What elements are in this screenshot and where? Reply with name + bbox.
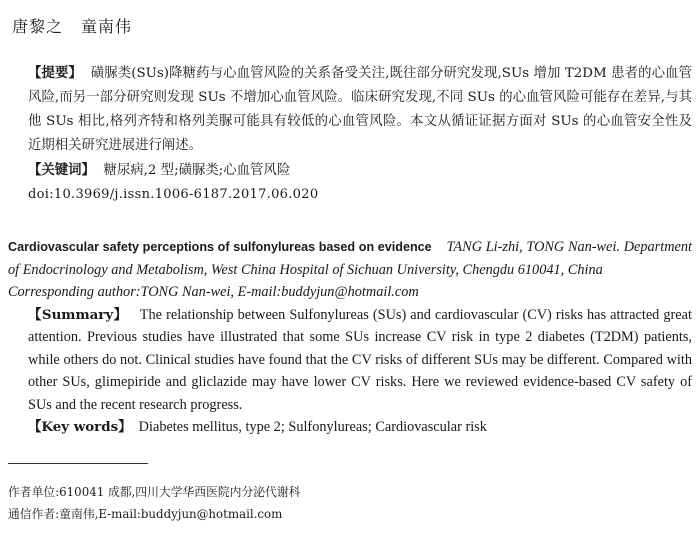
footnote-divider [8,463,148,464]
en-summary [8,304,692,417]
footnote-unit-label: 作者单位: [8,485,60,499]
footnote-corr-text: 童南伟,E-mail:buddyjun@hotmail.com [59,507,283,521]
en-summary-label: 【Summary】 [28,306,128,323]
en-corresponding [8,281,692,304]
footnote-corresponding [8,506,692,522]
en-authors: TANG Li-zhi, TONG Nan-wei. [446,239,620,255]
cn-abstract [8,61,692,158]
cn-keywords [8,158,692,183]
en-affiliation: Department of Endocrinology and Metabolism, West China Hospital of Sichuan University, Chengdu 610041, China [8,239,693,278]
en-title: Cardiovascular safety perceptions of sulfonylureas based on evidence [8,240,432,254]
author-name: 童南伟 [81,17,133,36]
en-summary-text: The relationship between Sulfonylureas (SUs) and cardiovascular (CV) risks has attracted great attention. Previous studies have illustrated that some SUs increase CV risk in type 2 diabetes (T2DM) patients, while others do not. Clinical studies have found that the CV risks of different SUs may be different. Compared with other SUs, glimepiride and gliclazide may have lower CV risks. Here we reviewed evidence-based CV safety of SUs and the recent research progress. [28,306,692,413]
cn-authors [12,14,132,37]
en-title-line [8,236,692,281]
en-keywords-text: Diabetes mellitus, type 2; Sulfonylureas; Cardiovascular risk [138,419,487,435]
cn-abstract-label: 【提要】 [28,65,83,81]
en-keywords [8,416,692,439]
footnote-corr-label: 通信作者: [8,507,60,521]
en-corresponding-text: TONG Nan-wei, E-mail:buddyjun@hotmail.com [140,284,419,300]
en-corresponding-label: Corresponding author: [8,284,141,300]
en-abstract-block [8,236,692,439]
doi: doi:10.3969/j.issn.1006-6187.2017.06.020 [28,187,319,202]
cn-abstract-text: 磺脲类(SUs)降糖药与心血管风险的关系备受关注,既往部分研究发现,SUs 增加 T2DM 患者的心血管风险,而另一部分研究则发现 SUs 不增加心血管风险。临床研究发现,不同 SUs 的心血管风险可能存在差异,与其他 SUs 相比,格列齐特和格列美脲可能具有较低的心血管风险。本文从循证证据方面对 SUs 的心血管安全性及近期相关研究进展进行阐述。 [28,66,693,153]
en-keywords-label: 【Key words】 [28,419,132,435]
footnote-unit-text: 610041 成都,四川大学华西医院内分泌代谢科 [59,485,301,499]
cn-keywords-label: 【关键词】 [28,162,95,178]
cn-keywords-text: 糖尿病,2 型;磺脲类;心血管风险 [103,163,291,178]
cn-abstract-block [8,61,692,207]
author-name: 唐黎之 [12,17,64,36]
footnote-unit [8,484,692,500]
